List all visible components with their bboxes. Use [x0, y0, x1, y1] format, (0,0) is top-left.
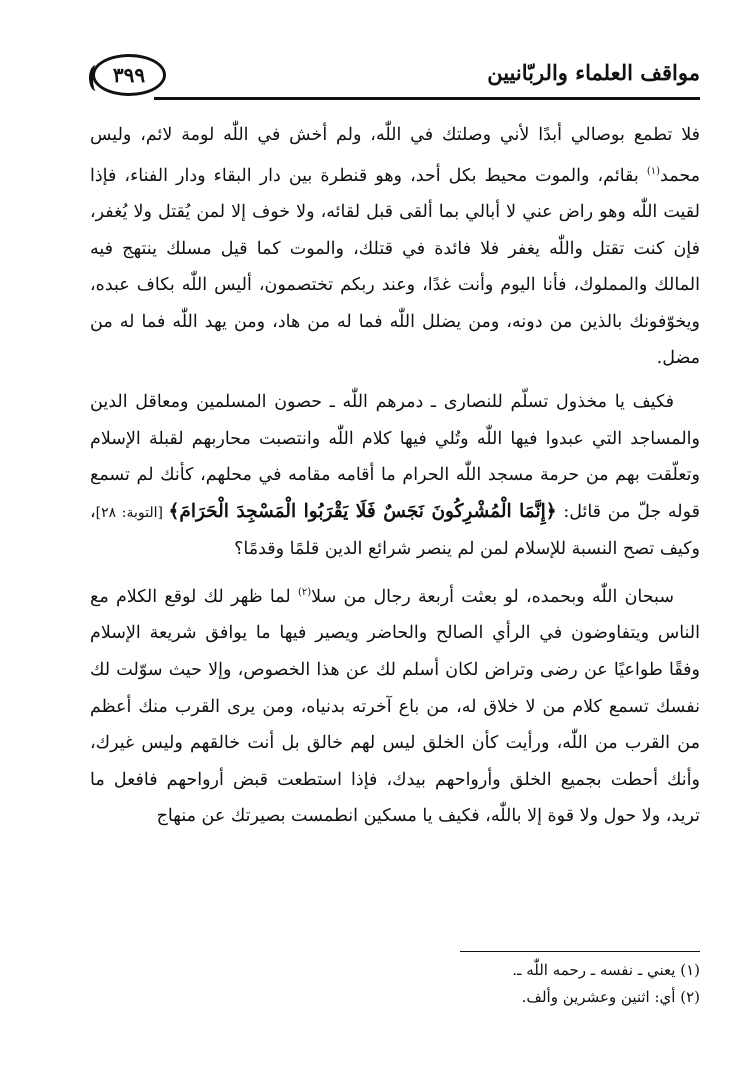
- main-text: [90, 117, 700, 842]
- header-rule: [154, 97, 700, 100]
- footnote-1: (١) يعني ـ نفسه ـ رحمه اللّٰه ـ.: [512, 961, 700, 979]
- footnote-marker-1[interactable]: (١): [646, 165, 661, 177]
- footnote-separator: [460, 951, 700, 952]
- footnote-marker-2[interactable]: (٢): [297, 586, 312, 598]
- paragraph-3: [90, 575, 700, 835]
- paragraph-1-text-b: بقائم، والموت محيط بكل أحد، وهو قنطرة بين دار البقاء ودار الفناء، فإذا لقيت اللّٰه وهو راض عني لا أبالي بما ألقى قبل لقائه، ولا خوف إلا لمن يُقتل ولا يُغفر، فإن كنت تقتل واللّٰه يغفر فلا فائدة في قتلك، والموت كما قيل مسلك ينتهج فيه المالك والمملوك، فأنا اليوم وأنت غدًا، وعند ربكم تختصمون، أليس اللّٰه بكاف عبده، ويخوّفونك بالذين من دونه، ومن يضلل اللّٰه فما له من هاد، ومن يهد اللّٰه فما له من مضل.: [90, 165, 700, 369]
- quran-reference: [التوبة: ٢٨]: [95, 504, 169, 521]
- page-number-badge: [92, 54, 166, 96]
- paragraph-3-text-b: لما ظهر لك لوقع الكلام مع الناس ويتفاوضون في الرأي الصالح والحاضر ويصير فيها ما يوافق شريعة الإسلام وفقًا طواعيًا عن رضى وتراض لكان أسلم لك عن هذا الخصوص، وإلا حيث سوّلت لك نفسك تسمع كلام من لا خلاق له، من باع آخرته بدنياه، ومن يرى القرب منك أعظم من القرب من اللّٰه، ورأيت كأن الخلق ليس لهم خالق بل أنت خالقهم وليس غيرك، وأنك أحطت بجميع الخلق وأرواحهم بيدك، فإذا استطعت قبض أرواحهم فافعل ما تريد، ولا حول ولا قوة إلا باللّٰه، فكيف يا مسكين انطمست بصيرتك عن منهاج: [90, 586, 700, 827]
- paragraph-1-text-a: فلا تطمع بوصالي أبدًا لأني وصلتك في اللّٰه، ولم أخش في اللّٰه لومة لائم، وليس محمد: [90, 125, 700, 186]
- footnotes: [90, 957, 700, 1011]
- running-header: [88, 52, 700, 108]
- quran-verse: ﴿إِنَّمَا الْمُشْرِكُونَ نَجَسٌ فَلَا يَقْرَبُوا الْمَسْجِدَ الْحَرَامَ﴾: [168, 500, 557, 522]
- paragraph-2-text-b: ، وكيف تصح النسبة للإسلام لمن لم ينصر شرائع الدين قلمًا وقدمًا؟: [90, 501, 700, 560]
- page-number: ٣٩٩: [112, 63, 146, 87]
- running-title: مواقف العلماء والربّانيين: [487, 60, 700, 85]
- paragraph-2: [90, 384, 700, 568]
- paragraph-2-text-a: فكيف يا مخذول تسلّم للنصارى ـ دمرهم اللّٰه ـ حصون المسلمين ومعاقل الدين والمساجد التي عبدوا فيها اللّٰه وتُلي فيها كلام اللّٰه وانتصبت محاربهم لقبلة الإسلام وتعلّقت بهم من حرمة مسجد اللّٰه الحرام ما أقامه مقامه في محلهم، كأنك لم تسمع قوله جلّ من قائل:: [90, 391, 701, 522]
- footnote-2: (٢) أي: اثنين وعشرين وألف.: [521, 988, 700, 1006]
- paragraph-3-text-a: سبحان اللّٰه وبحمده، لو بعثت أربعة رجال من سلا: [311, 586, 674, 607]
- paragraph-1: [90, 117, 700, 377]
